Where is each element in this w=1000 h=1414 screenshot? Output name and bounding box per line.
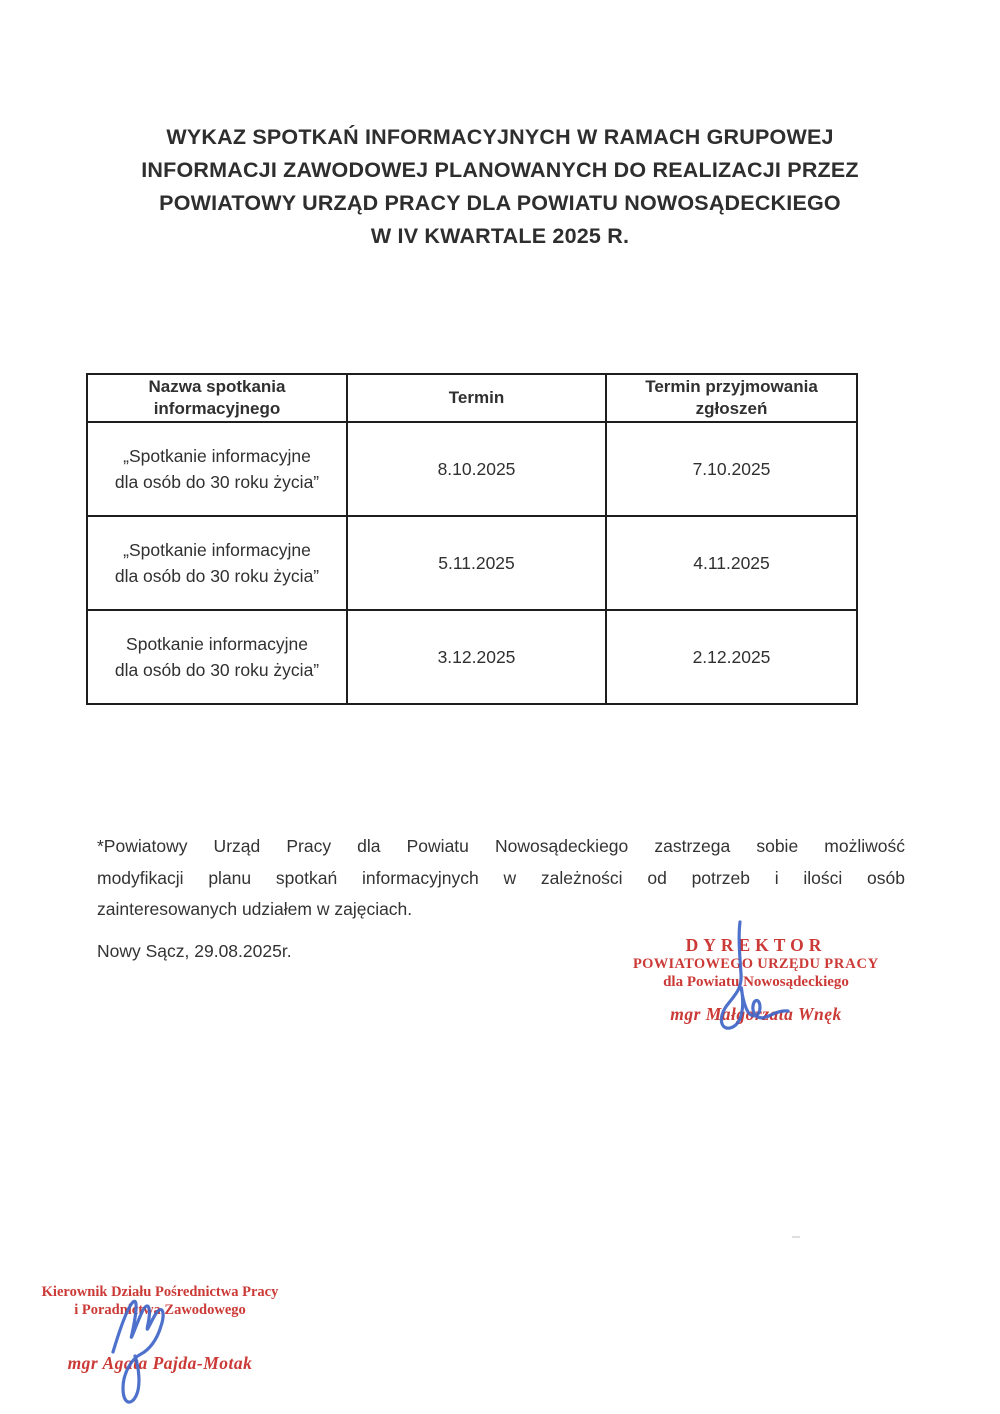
footnote — [97, 831, 905, 926]
meeting-date-cell: 3.12.2025 — [347, 610, 606, 704]
place-date-line: Nowy Sącz, 29.08.2025r. — [97, 941, 292, 961]
meetings-table — [86, 373, 858, 705]
header-termin — [347, 374, 606, 422]
manager-signature-icon — [95, 1292, 205, 1414]
footnote-line-2: modyfikacji planu spotkań informacyjnych w zależności od potrzeb i ilości osób — [97, 867, 905, 888]
table-row — [87, 422, 857, 516]
director-stamp-org-bold: PRACY — [824, 956, 880, 972]
meeting-name-line2: dla osób do 30 roku życia” — [114, 660, 320, 680]
meeting-name-line1: „Spotkanie informacyjne — [123, 446, 311, 466]
meeting-name-cell — [87, 516, 347, 610]
title-line-4: W IV KWARTALE 2025 R. — [370, 224, 630, 248]
scan-artifact — [792, 1236, 800, 1238]
header-zgloszenia-line2: zgłoszeń — [695, 399, 768, 418]
header-meeting-name — [87, 374, 347, 422]
director-stamp-region: dla Powiatu Nowosądeckiego — [663, 974, 849, 990]
meeting-date-cell: 5.11.2025 — [347, 516, 606, 610]
manager-signatory-name: mgr Agata Pajda-Motak — [67, 1353, 253, 1373]
meeting-date-cell: 8.10.2025 — [347, 422, 606, 516]
director-signature-icon — [700, 918, 820, 1043]
table-header-row — [87, 374, 857, 422]
footnote-line-3: zainteresowanych udziałem w zajęciach. — [97, 899, 413, 919]
title-line-2: INFORMACJI ZAWODOWEJ PLANOWANYCH DO REALIZACJI PRZEZ — [141, 158, 859, 182]
manager-stamp-line1: Kierownik Działu Pośrednictwa Pracy — [41, 1284, 279, 1300]
header-zgloszenia — [606, 374, 857, 422]
title-line-1: WYKAZ SPOTKAŃ INFORMACYJNYCH W RAMACH GRUPOWEJ — [166, 125, 834, 149]
signup-deadline-cell: 2.12.2025 — [606, 610, 857, 704]
footnote-line-1: *Powiatowy Urząd Pracy dla Powiatu Nowosądeckiego zastrzega sobie możliwość — [97, 836, 905, 856]
meeting-name-cell — [87, 610, 347, 704]
meeting-name-cell — [87, 422, 347, 516]
header-zgloszenia-line1: Termin przyjmowania — [645, 377, 818, 396]
meeting-name-line2: dla osób do 30 roku życia” — [114, 472, 320, 492]
meeting-name-line2: dla osób do 30 roku życia” — [114, 566, 320, 586]
table-row — [87, 516, 857, 610]
director-stamp-org-prefix: POWIATOWEGO URZĘDU — [632, 956, 825, 972]
director-stamp-title: DYREKTOR — [685, 935, 827, 955]
title-line-3: POWIATOWY URZĄD PRACY DLA POWIATU NOWOSĄDECKIEGO — [159, 191, 841, 215]
meeting-name-line1: Spotkanie informacyjne — [126, 634, 308, 654]
meeting-name-line1: „Spotkanie informacyjne — [123, 540, 311, 560]
header-termin-label: Termin — [448, 388, 505, 407]
header-meeting-name-line2: informacyjnego — [153, 399, 281, 418]
table-row — [87, 610, 857, 704]
director-signatory-name: mgr Małgorzata Wnęk — [670, 1004, 842, 1024]
document-title — [100, 121, 900, 253]
header-meeting-name-line1: Nazwa spotkania — [148, 377, 286, 396]
manager-stamp-line2: i Poradnictwa Zawodowego — [74, 1302, 246, 1318]
signup-deadline-cell: 7.10.2025 — [606, 422, 857, 516]
signup-deadline-cell: 4.11.2025 — [606, 516, 857, 610]
